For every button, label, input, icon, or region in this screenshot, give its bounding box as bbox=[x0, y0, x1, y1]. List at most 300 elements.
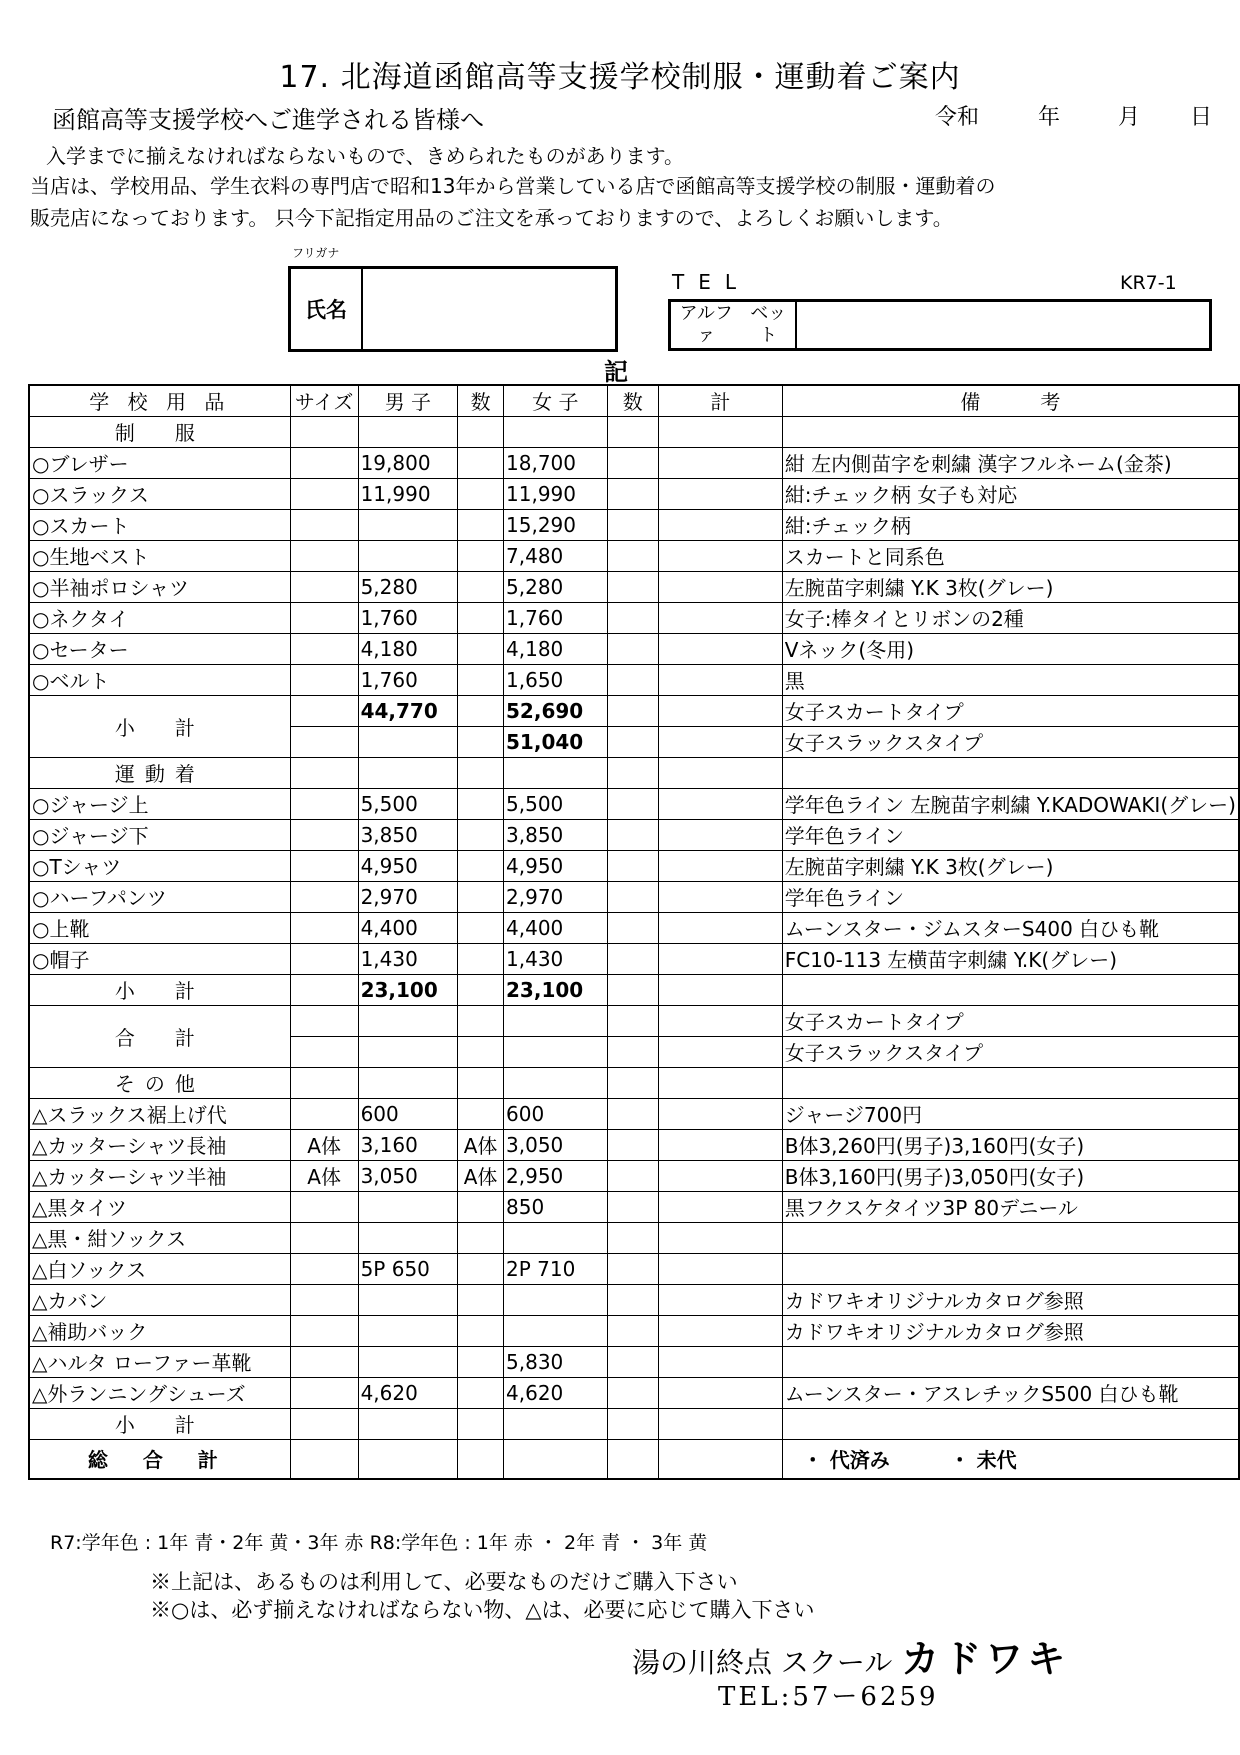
girls-qty-cell[interactable] bbox=[607, 850, 658, 881]
boys-price-cell[interactable]: 1,430 bbox=[358, 943, 458, 974]
boys-qty-cell[interactable] bbox=[458, 540, 504, 571]
page-title: 17. 北海道函館高等支援学校制服・運動着ご案内 bbox=[279, 60, 961, 95]
boys-qty-cell[interactable] bbox=[458, 881, 504, 912]
boys-qty-cell[interactable] bbox=[458, 1284, 504, 1315]
boys-qty-cell[interactable] bbox=[458, 912, 504, 943]
size-cell[interactable]: A体 bbox=[290, 1129, 358, 1160]
girls-qty-cell[interactable] bbox=[607, 1439, 658, 1479]
total-cell[interactable] bbox=[658, 912, 782, 943]
girls-price-cell[interactable]: 2P 710 bbox=[504, 1253, 608, 1284]
remarks-cell[interactable]: 黒フクスケタイツ3P 80デニール bbox=[782, 1191, 1239, 1222]
girls-qty-cell[interactable] bbox=[607, 819, 658, 850]
size-cell[interactable] bbox=[290, 478, 358, 509]
girls-price-cell[interactable]: 7,480 bbox=[504, 540, 608, 571]
girls-qty-cell[interactable] bbox=[607, 1160, 658, 1191]
item-cell: △スラックス裾上げ代 bbox=[29, 1098, 290, 1129]
girls-price-cell[interactable]: 1,760 bbox=[504, 602, 608, 633]
boys-qty-cell[interactable]: A体 bbox=[458, 1129, 504, 1160]
girls-price-cell[interactable]: 4,620 bbox=[504, 1377, 608, 1408]
girls-price-cell[interactable]: 23,100 bbox=[504, 974, 608, 1005]
size-cell[interactable] bbox=[290, 726, 358, 757]
girls-qty-cell[interactable] bbox=[607, 1222, 658, 1253]
girls-price-cell[interactable]: 4,180 bbox=[504, 633, 608, 664]
girls-qty-cell[interactable] bbox=[607, 664, 658, 695]
boys-qty-cell[interactable] bbox=[458, 695, 504, 726]
boys-qty-cell[interactable] bbox=[458, 1377, 504, 1408]
boys-qty-cell[interactable] bbox=[458, 819, 504, 850]
boys-price-cell[interactable]: 5P 650 bbox=[358, 1253, 458, 1284]
total-cell[interactable] bbox=[658, 850, 782, 881]
remarks-cell[interactable]: 学年色ライン bbox=[782, 881, 1239, 912]
remarks-cell[interactable]: 女子:棒タイとリボンの2種 bbox=[782, 602, 1239, 633]
girls-price-cell[interactable] bbox=[504, 1005, 608, 1036]
girls-qty-cell[interactable] bbox=[607, 726, 658, 757]
girls-price-cell[interactable]: 600 bbox=[504, 1098, 608, 1129]
girls-price-cell[interactable] bbox=[504, 1408, 608, 1439]
girls-price-cell[interactable]: 2,970 bbox=[504, 881, 608, 912]
item-cell: ○ジャージ上 bbox=[29, 788, 290, 819]
table-header-row bbox=[29, 385, 1239, 416]
size-cell[interactable] bbox=[290, 633, 358, 664]
size-cell[interactable] bbox=[290, 1408, 358, 1439]
item-cell: △カバン bbox=[29, 1284, 290, 1315]
name-label: 氏名 bbox=[291, 269, 363, 349]
girls-price-cell[interactable] bbox=[504, 757, 608, 788]
table-row bbox=[29, 912, 1239, 943]
boys-price-cell[interactable] bbox=[358, 1005, 458, 1036]
girls-qty-cell[interactable] bbox=[607, 695, 658, 726]
size-cell[interactable] bbox=[290, 1377, 358, 1408]
table-row bbox=[29, 540, 1239, 571]
note-1: ※上記は、あるものは利用して、必要なものだけご購入下さい bbox=[150, 1570, 738, 1594]
boys-price-cell[interactable] bbox=[358, 1036, 458, 1067]
remarks-cell[interactable]: ムーンスター・アスレチックS500 白ひも靴 bbox=[782, 1377, 1239, 1408]
size-cell[interactable] bbox=[290, 571, 358, 602]
intro-line-1: 入学までに揃えなければならないもので、きめられたものがあります。 bbox=[46, 144, 684, 168]
girls-qty-cell[interactable] bbox=[607, 1346, 658, 1377]
girls-price-cell[interactable] bbox=[504, 1284, 608, 1315]
total-cell[interactable] bbox=[658, 1191, 782, 1222]
size-cell[interactable] bbox=[290, 1346, 358, 1377]
size-cell[interactable] bbox=[290, 819, 358, 850]
boys-price-cell[interactable]: 1,760 bbox=[358, 602, 458, 633]
girls-price-cell[interactable]: 11,990 bbox=[504, 478, 608, 509]
table-row bbox=[29, 788, 1239, 819]
boys-qty-cell[interactable]: A体 bbox=[458, 1160, 504, 1191]
boys-qty-cell[interactable] bbox=[458, 943, 504, 974]
boys-price-cell[interactable] bbox=[358, 1067, 458, 1098]
table-row bbox=[29, 1284, 1239, 1315]
girls-qty-cell[interactable] bbox=[607, 1284, 658, 1315]
boys-price-cell[interactable]: 2,970 bbox=[358, 881, 458, 912]
girls-price-cell[interactable] bbox=[504, 1439, 608, 1479]
remarks-cell[interactable]: ・ 代済み ・ 未代 bbox=[782, 1439, 1239, 1479]
girls-price-cell[interactable]: 2,950 bbox=[504, 1160, 608, 1191]
girls-price-cell[interactable] bbox=[504, 1315, 608, 1346]
remarks-cell[interactable]: 左腕苗字刺繍 Y.K 3枚(グレー) bbox=[782, 850, 1239, 881]
girls-price-cell[interactable] bbox=[504, 1067, 608, 1098]
table-row bbox=[29, 850, 1239, 881]
boys-qty-cell[interactable] bbox=[458, 757, 504, 788]
remarks-cell[interactable]: 女子スカートタイプ bbox=[782, 1005, 1239, 1036]
size-cell[interactable]: A体 bbox=[290, 1160, 358, 1191]
boys-qty-cell[interactable] bbox=[458, 1005, 504, 1036]
header-cell: 計 bbox=[658, 385, 782, 416]
girls-price-cell[interactable]: 3,850 bbox=[504, 819, 608, 850]
remarks-cell[interactable]: 紺 左内側苗字を刺繍 漢字フルネーム(金茶) bbox=[782, 447, 1239, 478]
total-cell[interactable] bbox=[658, 664, 782, 695]
size-cell[interactable] bbox=[290, 602, 358, 633]
remarks-cell[interactable] bbox=[782, 1222, 1239, 1253]
remarks-cell[interactable]: FC10-113 左横苗字刺繍 Y.K(グレー) bbox=[782, 943, 1239, 974]
girls-qty-cell[interactable] bbox=[607, 912, 658, 943]
boys-qty-cell[interactable] bbox=[458, 1315, 504, 1346]
boys-price-cell[interactable] bbox=[358, 1346, 458, 1377]
girls-qty-cell[interactable] bbox=[607, 571, 658, 602]
girls-price-cell[interactable]: 4,950 bbox=[504, 850, 608, 881]
size-cell[interactable] bbox=[290, 881, 358, 912]
boys-qty-cell[interactable] bbox=[458, 788, 504, 819]
size-cell[interactable] bbox=[290, 509, 358, 540]
remarks-cell[interactable] bbox=[782, 1067, 1239, 1098]
remarks-cell[interactable] bbox=[782, 757, 1239, 788]
boys-price-cell[interactable]: 23,100 bbox=[358, 974, 458, 1005]
remarks-cell[interactable] bbox=[782, 1346, 1239, 1377]
girls-price-cell[interactable] bbox=[504, 1222, 608, 1253]
boys-price-cell[interactable] bbox=[358, 540, 458, 571]
boys-price-cell[interactable]: 3,850 bbox=[358, 819, 458, 850]
table-row bbox=[29, 664, 1239, 695]
remarks-cell[interactable]: ジャージ700円 bbox=[782, 1098, 1239, 1129]
girls-qty-cell[interactable] bbox=[607, 447, 658, 478]
shop-name bbox=[632, 1628, 1069, 1683]
total-cell[interactable] bbox=[658, 1098, 782, 1129]
total-cell[interactable] bbox=[658, 1129, 782, 1160]
remarks-cell[interactable]: 左腕苗字刺繍 Y.K 3枚(グレー) bbox=[782, 571, 1239, 602]
boys-price-cell[interactable]: 3,160 bbox=[358, 1129, 458, 1160]
boys-qty-cell[interactable] bbox=[458, 571, 504, 602]
total-cell[interactable] bbox=[658, 788, 782, 819]
boys-price-cell[interactable] bbox=[358, 1315, 458, 1346]
girls-qty-cell[interactable] bbox=[607, 1129, 658, 1160]
boys-price-cell[interactable] bbox=[358, 416, 458, 447]
girls-price-cell[interactable]: 52,690 bbox=[504, 695, 608, 726]
girls-qty-cell[interactable] bbox=[607, 478, 658, 509]
table-row bbox=[29, 757, 1239, 788]
remarks-cell[interactable]: ムーンスター・ジムスターS400 白ひも靴 bbox=[782, 912, 1239, 943]
remarks-cell[interactable]: 紺:チェック柄 女子も対応 bbox=[782, 478, 1239, 509]
boys-qty-cell[interactable] bbox=[458, 974, 504, 1005]
girls-qty-cell[interactable] bbox=[607, 1098, 658, 1129]
size-cell[interactable] bbox=[290, 757, 358, 788]
remarks-cell[interactable]: カドワキオリジナルカタログ参照 bbox=[782, 1284, 1239, 1315]
total-cell[interactable] bbox=[658, 726, 782, 757]
girls-qty-cell[interactable] bbox=[607, 1067, 658, 1098]
total-cell[interactable] bbox=[658, 943, 782, 974]
boys-qty-cell[interactable] bbox=[458, 478, 504, 509]
boys-price-cell[interactable]: 3,050 bbox=[358, 1160, 458, 1191]
boys-qty-cell[interactable] bbox=[458, 1067, 504, 1098]
item-cell: △カッターシャツ半袖 bbox=[29, 1160, 290, 1191]
item-cell: △補助バック bbox=[29, 1315, 290, 1346]
intro-line-3: 販売店になっております。 只今下記指定用品のご注文を承っておりますので、よろしくお願いします。 bbox=[30, 206, 953, 230]
total-cell[interactable] bbox=[658, 416, 782, 447]
total-cell[interactable] bbox=[658, 571, 782, 602]
boys-qty-cell[interactable] bbox=[458, 447, 504, 478]
girls-price-cell[interactable]: 1,430 bbox=[504, 943, 608, 974]
girls-price-cell[interactable] bbox=[504, 416, 608, 447]
table-row bbox=[29, 1253, 1239, 1284]
size-cell[interactable] bbox=[290, 1067, 358, 1098]
boys-price-cell[interactable]: 19,800 bbox=[358, 447, 458, 478]
total-cell[interactable] bbox=[658, 1067, 782, 1098]
table-row bbox=[29, 1439, 1239, 1479]
furigana-label: フリガナ bbox=[292, 246, 340, 260]
boys-price-cell[interactable] bbox=[358, 1222, 458, 1253]
girls-price-cell[interactable]: 5,830 bbox=[504, 1346, 608, 1377]
item-cell: ○帽子 bbox=[29, 943, 290, 974]
size-cell[interactable] bbox=[290, 1098, 358, 1129]
table-row bbox=[29, 1222, 1239, 1253]
boys-qty-cell[interactable] bbox=[458, 1439, 504, 1479]
item-cell: 小 計 bbox=[29, 974, 290, 1005]
boys-price-cell[interactable]: 11,990 bbox=[358, 478, 458, 509]
alphabet-label-line-1: アルファ bbox=[679, 303, 733, 346]
girls-qty-cell[interactable] bbox=[607, 974, 658, 1005]
remarks-cell[interactable] bbox=[782, 1408, 1239, 1439]
boys-price-cell[interactable]: 600 bbox=[358, 1098, 458, 1129]
boys-price-cell[interactable]: 1,760 bbox=[358, 664, 458, 695]
total-cell[interactable] bbox=[658, 1036, 782, 1067]
remarks-cell[interactable]: 女子スラックスタイプ bbox=[782, 726, 1239, 757]
remarks-cell[interactable]: Vネック(冬用) bbox=[782, 633, 1239, 664]
girls-qty-cell[interactable] bbox=[607, 788, 658, 819]
item-cell: ○スラックス bbox=[29, 478, 290, 509]
table-row bbox=[29, 602, 1239, 633]
item-cell: 合 計 bbox=[29, 1005, 290, 1067]
alphabet-name-field[interactable] bbox=[668, 299, 1212, 351]
total-cell[interactable] bbox=[658, 1222, 782, 1253]
girls-price-cell[interactable]: 15,290 bbox=[504, 509, 608, 540]
total-cell[interactable] bbox=[658, 1315, 782, 1346]
girls-qty-cell[interactable] bbox=[607, 1191, 658, 1222]
remarks-cell[interactable]: 学年色ライン 左腕苗字刺繍 Y.KADOWAKI(グレー) bbox=[782, 788, 1239, 819]
girls-price-cell[interactable]: 3,050 bbox=[504, 1129, 608, 1160]
remarks-cell[interactable]: 女子スカートタイプ bbox=[782, 695, 1239, 726]
size-cell[interactable] bbox=[290, 1439, 358, 1479]
boys-price-cell[interactable] bbox=[358, 1191, 458, 1222]
table-row bbox=[29, 1408, 1239, 1439]
girls-price-cell[interactable]: 5,280 bbox=[504, 571, 608, 602]
boys-qty-cell[interactable] bbox=[458, 1098, 504, 1129]
size-cell[interactable] bbox=[290, 788, 358, 819]
remarks-cell[interactable]: カドワキオリジナルカタログ参照 bbox=[782, 1315, 1239, 1346]
alphabet-label bbox=[671, 302, 797, 348]
girls-qty-cell[interactable] bbox=[607, 1315, 658, 1346]
table-row bbox=[29, 1191, 1239, 1222]
remarks-cell[interactable]: 紺:チェック柄 bbox=[782, 509, 1239, 540]
boys-qty-cell[interactable] bbox=[458, 726, 504, 757]
girls-price-cell[interactable]: 850 bbox=[504, 1191, 608, 1222]
boys-price-cell[interactable] bbox=[358, 726, 458, 757]
total-cell[interactable] bbox=[658, 602, 782, 633]
size-cell[interactable] bbox=[290, 1284, 358, 1315]
header-cell: 男 子 bbox=[358, 385, 458, 416]
total-cell[interactable] bbox=[658, 1160, 782, 1191]
intro-line-2: 当店は、学校用品、学生衣料の専門店で昭和13年から営業している店で函館高等支援学校の制服・運動着の bbox=[30, 174, 996, 198]
total-cell[interactable] bbox=[658, 478, 782, 509]
boys-price-cell[interactable]: 5,500 bbox=[358, 788, 458, 819]
girls-qty-cell[interactable] bbox=[607, 540, 658, 571]
boys-qty-cell[interactable] bbox=[458, 850, 504, 881]
size-cell[interactable] bbox=[290, 1253, 358, 1284]
boys-price-cell[interactable]: 4,180 bbox=[358, 633, 458, 664]
boys-price-cell[interactable] bbox=[358, 509, 458, 540]
remarks-cell[interactable]: 学年色ライン bbox=[782, 819, 1239, 850]
form-code: KR7-1 bbox=[1120, 272, 1177, 294]
name-field[interactable] bbox=[288, 266, 618, 352]
size-cell[interactable] bbox=[290, 664, 358, 695]
table-row bbox=[29, 881, 1239, 912]
boys-price-cell[interactable]: 44,770 bbox=[358, 695, 458, 726]
boys-qty-cell[interactable] bbox=[458, 509, 504, 540]
remarks-cell[interactable]: 女子スラックスタイプ bbox=[782, 1036, 1239, 1067]
shop-place: 湯の川終点 スクール bbox=[632, 1646, 893, 1679]
girls-qty-cell[interactable] bbox=[607, 633, 658, 664]
size-cell[interactable] bbox=[290, 1036, 358, 1067]
item-cell: ○Tシャツ bbox=[29, 850, 290, 881]
item-cell: ○ネクタイ bbox=[29, 602, 290, 633]
size-cell[interactable] bbox=[290, 912, 358, 943]
remarks-cell[interactable]: 黒 bbox=[782, 664, 1239, 695]
boys-qty-cell[interactable] bbox=[458, 664, 504, 695]
size-cell[interactable] bbox=[290, 540, 358, 571]
girls-qty-cell[interactable] bbox=[607, 416, 658, 447]
girls-price-cell[interactable]: 18,700 bbox=[504, 447, 608, 478]
note-2: ※○は、必ず揃えなければならない物、△は、必要に応じて購入下さい bbox=[150, 1598, 815, 1622]
table-row bbox=[29, 633, 1239, 664]
girls-price-cell[interactable] bbox=[504, 1036, 608, 1067]
tel-label: TEL bbox=[672, 270, 750, 294]
total-cell[interactable] bbox=[658, 447, 782, 478]
girls-qty-cell[interactable] bbox=[607, 1408, 658, 1439]
table-row bbox=[29, 1005, 1239, 1036]
girls-price-cell[interactable]: 4,400 bbox=[504, 912, 608, 943]
item-cell: ○セーター bbox=[29, 633, 290, 664]
size-cell[interactable] bbox=[290, 943, 358, 974]
size-cell[interactable] bbox=[290, 416, 358, 447]
table-row bbox=[29, 1346, 1239, 1377]
boys-qty-cell[interactable] bbox=[458, 602, 504, 633]
boys-price-cell[interactable]: 5,280 bbox=[358, 571, 458, 602]
remarks-cell[interactable] bbox=[782, 974, 1239, 1005]
boys-price-cell[interactable] bbox=[358, 1408, 458, 1439]
boys-qty-cell[interactable] bbox=[458, 1222, 504, 1253]
girls-qty-cell[interactable] bbox=[607, 1253, 658, 1284]
total-cell[interactable] bbox=[658, 1408, 782, 1439]
remarks-cell[interactable]: B体3,260円(男子)3,160円(女子) bbox=[782, 1129, 1239, 1160]
total-cell[interactable] bbox=[658, 881, 782, 912]
greeting: 函館高等支援学校へご進学される皆様へ bbox=[52, 106, 484, 134]
total-cell[interactable] bbox=[658, 1253, 782, 1284]
total-cell[interactable] bbox=[658, 1284, 782, 1315]
size-cell[interactable] bbox=[290, 695, 358, 726]
boys-price-cell[interactable]: 4,620 bbox=[358, 1377, 458, 1408]
boys-qty-cell[interactable] bbox=[458, 1408, 504, 1439]
boys-qty-cell[interactable] bbox=[458, 1253, 504, 1284]
boys-qty-cell[interactable] bbox=[458, 633, 504, 664]
table-row bbox=[29, 974, 1239, 1005]
boys-price-cell[interactable]: 4,400 bbox=[358, 912, 458, 943]
total-cell[interactable] bbox=[658, 1346, 782, 1377]
item-cell: △黒タイツ bbox=[29, 1191, 290, 1222]
girls-price-cell[interactable]: 5,500 bbox=[504, 788, 608, 819]
girls-qty-cell[interactable] bbox=[607, 943, 658, 974]
table-row bbox=[29, 695, 1239, 726]
girls-price-cell[interactable]: 1,650 bbox=[504, 664, 608, 695]
girls-qty-cell[interactable] bbox=[607, 509, 658, 540]
boys-qty-cell[interactable] bbox=[458, 1036, 504, 1067]
item-cell: △黒・紺ソックス bbox=[29, 1222, 290, 1253]
size-cell[interactable] bbox=[290, 1005, 358, 1036]
size-cell[interactable] bbox=[290, 1315, 358, 1346]
total-cell[interactable] bbox=[658, 1377, 782, 1408]
girls-qty-cell[interactable] bbox=[607, 881, 658, 912]
boys-qty-cell[interactable] bbox=[458, 416, 504, 447]
girls-qty-cell[interactable] bbox=[607, 1005, 658, 1036]
total-cell[interactable] bbox=[658, 695, 782, 726]
remarks-cell[interactable]: スカートと同系色 bbox=[782, 540, 1239, 571]
total-cell[interactable] bbox=[658, 1005, 782, 1036]
girls-qty-cell[interactable] bbox=[607, 757, 658, 788]
girls-qty-cell[interactable] bbox=[607, 1036, 658, 1067]
total-cell[interactable] bbox=[658, 819, 782, 850]
item-cell: ○上靴 bbox=[29, 912, 290, 943]
girls-price-cell[interactable]: 51,040 bbox=[504, 726, 608, 757]
size-cell[interactable] bbox=[290, 447, 358, 478]
item-cell: ○ブレザー bbox=[29, 447, 290, 478]
total-cell[interactable] bbox=[658, 974, 782, 1005]
girls-qty-cell[interactable] bbox=[607, 1377, 658, 1408]
total-cell[interactable] bbox=[658, 509, 782, 540]
total-cell[interactable] bbox=[658, 757, 782, 788]
boys-qty-cell[interactable] bbox=[458, 1346, 504, 1377]
size-cell[interactable] bbox=[290, 974, 358, 1005]
size-cell[interactable] bbox=[290, 1191, 358, 1222]
table-row bbox=[29, 1160, 1239, 1191]
girls-qty-cell[interactable] bbox=[607, 602, 658, 633]
size-cell[interactable] bbox=[290, 850, 358, 881]
boys-price-cell[interactable] bbox=[358, 1284, 458, 1315]
item-cell: △ハルタ ローファー革靴 bbox=[29, 1346, 290, 1377]
total-cell[interactable] bbox=[658, 1439, 782, 1479]
total-cell[interactable] bbox=[658, 540, 782, 571]
size-cell[interactable] bbox=[290, 1222, 358, 1253]
boys-qty-cell[interactable] bbox=[458, 1191, 504, 1222]
remarks-cell[interactable]: B体3,160円(男子)3,050円(女子) bbox=[782, 1160, 1239, 1191]
table-row bbox=[29, 416, 1239, 447]
boys-price-cell[interactable]: 4,950 bbox=[358, 850, 458, 881]
boys-price-cell[interactable] bbox=[358, 757, 458, 788]
total-cell[interactable] bbox=[658, 633, 782, 664]
item-cell: △カッターシャツ長袖 bbox=[29, 1129, 290, 1160]
item-cell: ○生地ベスト bbox=[29, 540, 290, 571]
remarks-cell[interactable] bbox=[782, 416, 1239, 447]
table-row bbox=[29, 509, 1239, 540]
shop-brand: カドワキ bbox=[901, 1637, 1070, 1681]
remarks-cell[interactable] bbox=[782, 1253, 1239, 1284]
boys-price-cell[interactable] bbox=[358, 1439, 458, 1479]
